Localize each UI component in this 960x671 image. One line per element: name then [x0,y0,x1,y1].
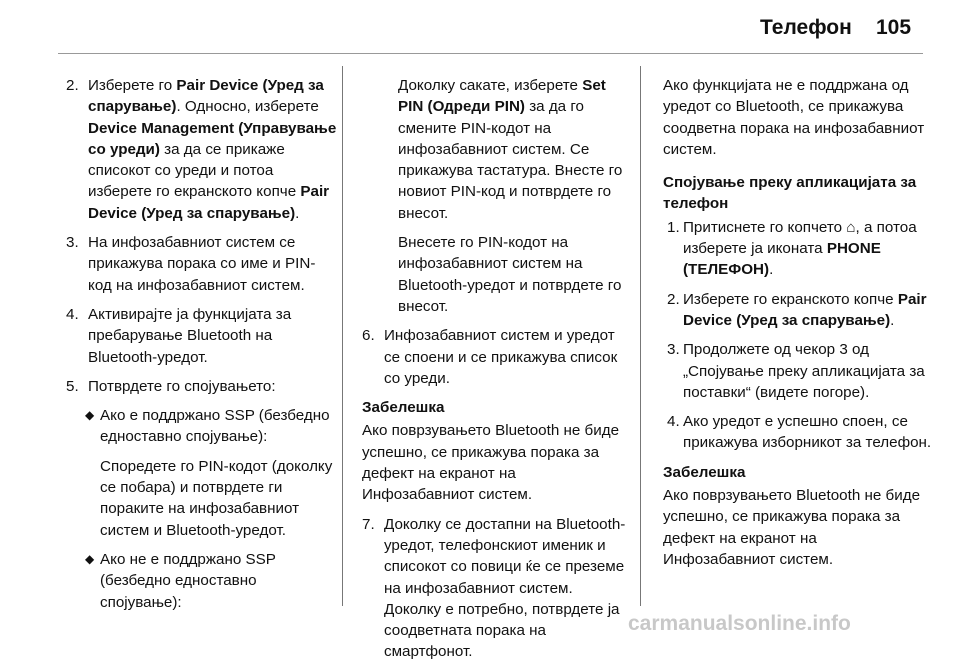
step-text: На инфозабавниот систем се прикажува порака со име и PIN-код на инфозабавниот систем. [88,234,316,294]
bullet-subtext: Споредете го PIN-кодот (доколку се побара) и потврдете ги пораките на инфозабавниот систем и Bluetooth-уредот. [100,457,333,539]
step-4 [663,411,933,454]
step-text: . [295,204,300,222]
note-heading: Забелешка [663,463,746,481]
step-text: Инфозабавниот систем и уредот се споени и се прикажува список со уреди. [384,327,618,387]
step-5 [66,376,338,397]
note-text: Ако поврзувањето Bluetooth не биде успешно, се прикажува порака за дефект на екранот на Инфозабавниот систем. [663,487,921,568]
step-3 [66,232,338,296]
step-text: . [890,311,895,329]
step-text: за да се прикаже списокот со уреди и потоа изберете го екранското копче [88,140,301,201]
step-number: 6. [362,327,375,345]
step-text: . [769,261,774,279]
step-3 [663,339,933,403]
paragraph-enter-pin: Внесете го PIN-кодот на инфозабавниот систем на Bluetooth-уредот и потврдете го внесот. [398,234,622,315]
column-1 [66,75,338,621]
step-number: 3. [66,234,79,252]
step-7 [362,514,628,663]
step-number: 7. [362,515,375,533]
step-text: Притиснете го копчето [683,218,847,236]
step-number: 4. [66,305,79,323]
step-number: 3. [667,341,680,359]
step-6 [362,325,628,389]
step-text: . Односно, изберете [176,98,319,116]
step-text: , а потоа изберете ја иконата [683,218,917,258]
step-text: Потврдете го спојувањето: [88,377,276,395]
step-number: 2. [667,290,680,308]
step-number: 2. [66,77,79,94]
step-text: Изберете го [88,77,177,94]
header-title: Телефон [760,16,852,39]
step-text: Активирајте ја функцијата за пребарување Bluetooth на Bluetooth-уредот. [88,305,292,366]
step-2 [66,75,338,224]
step-number: 4. [667,413,680,431]
header-rule [58,53,923,54]
step-text: Доколку се достапни на Bluetooth-уредот, телефонскиот именик и списокот со повици ќе се преземе на инфозабавниот систем. Доколку е потребно, потврдете ја соодветната порака на смартфонот. [384,515,626,661]
diamond-bullet-icon: ◆ [85,551,95,566]
ui-label: Device Management (Управување со уреди) [88,119,337,158]
home-icon: ⌂ [846,218,856,236]
column-divider-2 [640,66,641,606]
ui-label: Pair Device (Уред за спарување) [88,183,330,222]
ui-label: Set PIN (Одреди PIN) [398,77,606,116]
para-text: за да го смените PIN-кодот на инфозабавниот систем. Се прикажува тастатура. Внесте го новиот PIN-код и потврдете го внесот. [398,98,623,222]
bullet-ssp-supported [66,405,338,448]
bullet-text: Ако е поддржано SSP (безбедно едноставно спојување): [100,407,330,446]
diamond-bullet-icon: ◆ [85,408,95,423]
ui-label: Pair Device (Уред за спарување) [88,77,324,116]
section-heading: Спојување преку апликацијата за телефон [663,174,917,213]
note-heading: Забелешка [362,399,445,417]
step-4 [66,304,338,368]
step-number: 5. [66,377,79,395]
paragraph-unsupported: Ако функцијата не е поддржана од уредот со Bluetooth, се прикажува соодветна порака на инфозабавниот систем. [663,77,925,158]
step-text: Изберете го екранското копче [683,290,898,308]
step-1 [663,217,933,281]
bullet-ssp-not-supported [66,549,338,613]
step-text: Продолжете од чекор 3 од „Спојување преку апликацијата за поставки“ (видете погоре). [683,341,925,401]
note-text: Ако поврзувањето Bluetooth не биде успешно, се прикажува порака за дефект на екранот на Инфозабавниот систем. [362,422,620,504]
step-number: 1. [667,218,680,236]
bullet-text: Ако не е поддржано SSP (безбедно едноставно спојување): [100,550,276,611]
para-text: Доколку сакате, изберете [398,77,583,94]
column-3 [663,75,933,578]
column-2 [362,75,628,671]
watermark: carmanualsonline.info [628,612,851,635]
step-2 [663,289,933,332]
page-number: 105 [876,16,912,39]
ui-label: PHONE (ТЕЛЕФОН) [683,240,881,279]
step-text: Ако уредот е успешно споен, се прикажува изборникот за телефон. [683,413,932,452]
paragraph-set-pin [362,75,628,224]
column-divider-1 [342,66,343,606]
ui-label: Pair Device (Уред за спарување) [683,290,927,329]
